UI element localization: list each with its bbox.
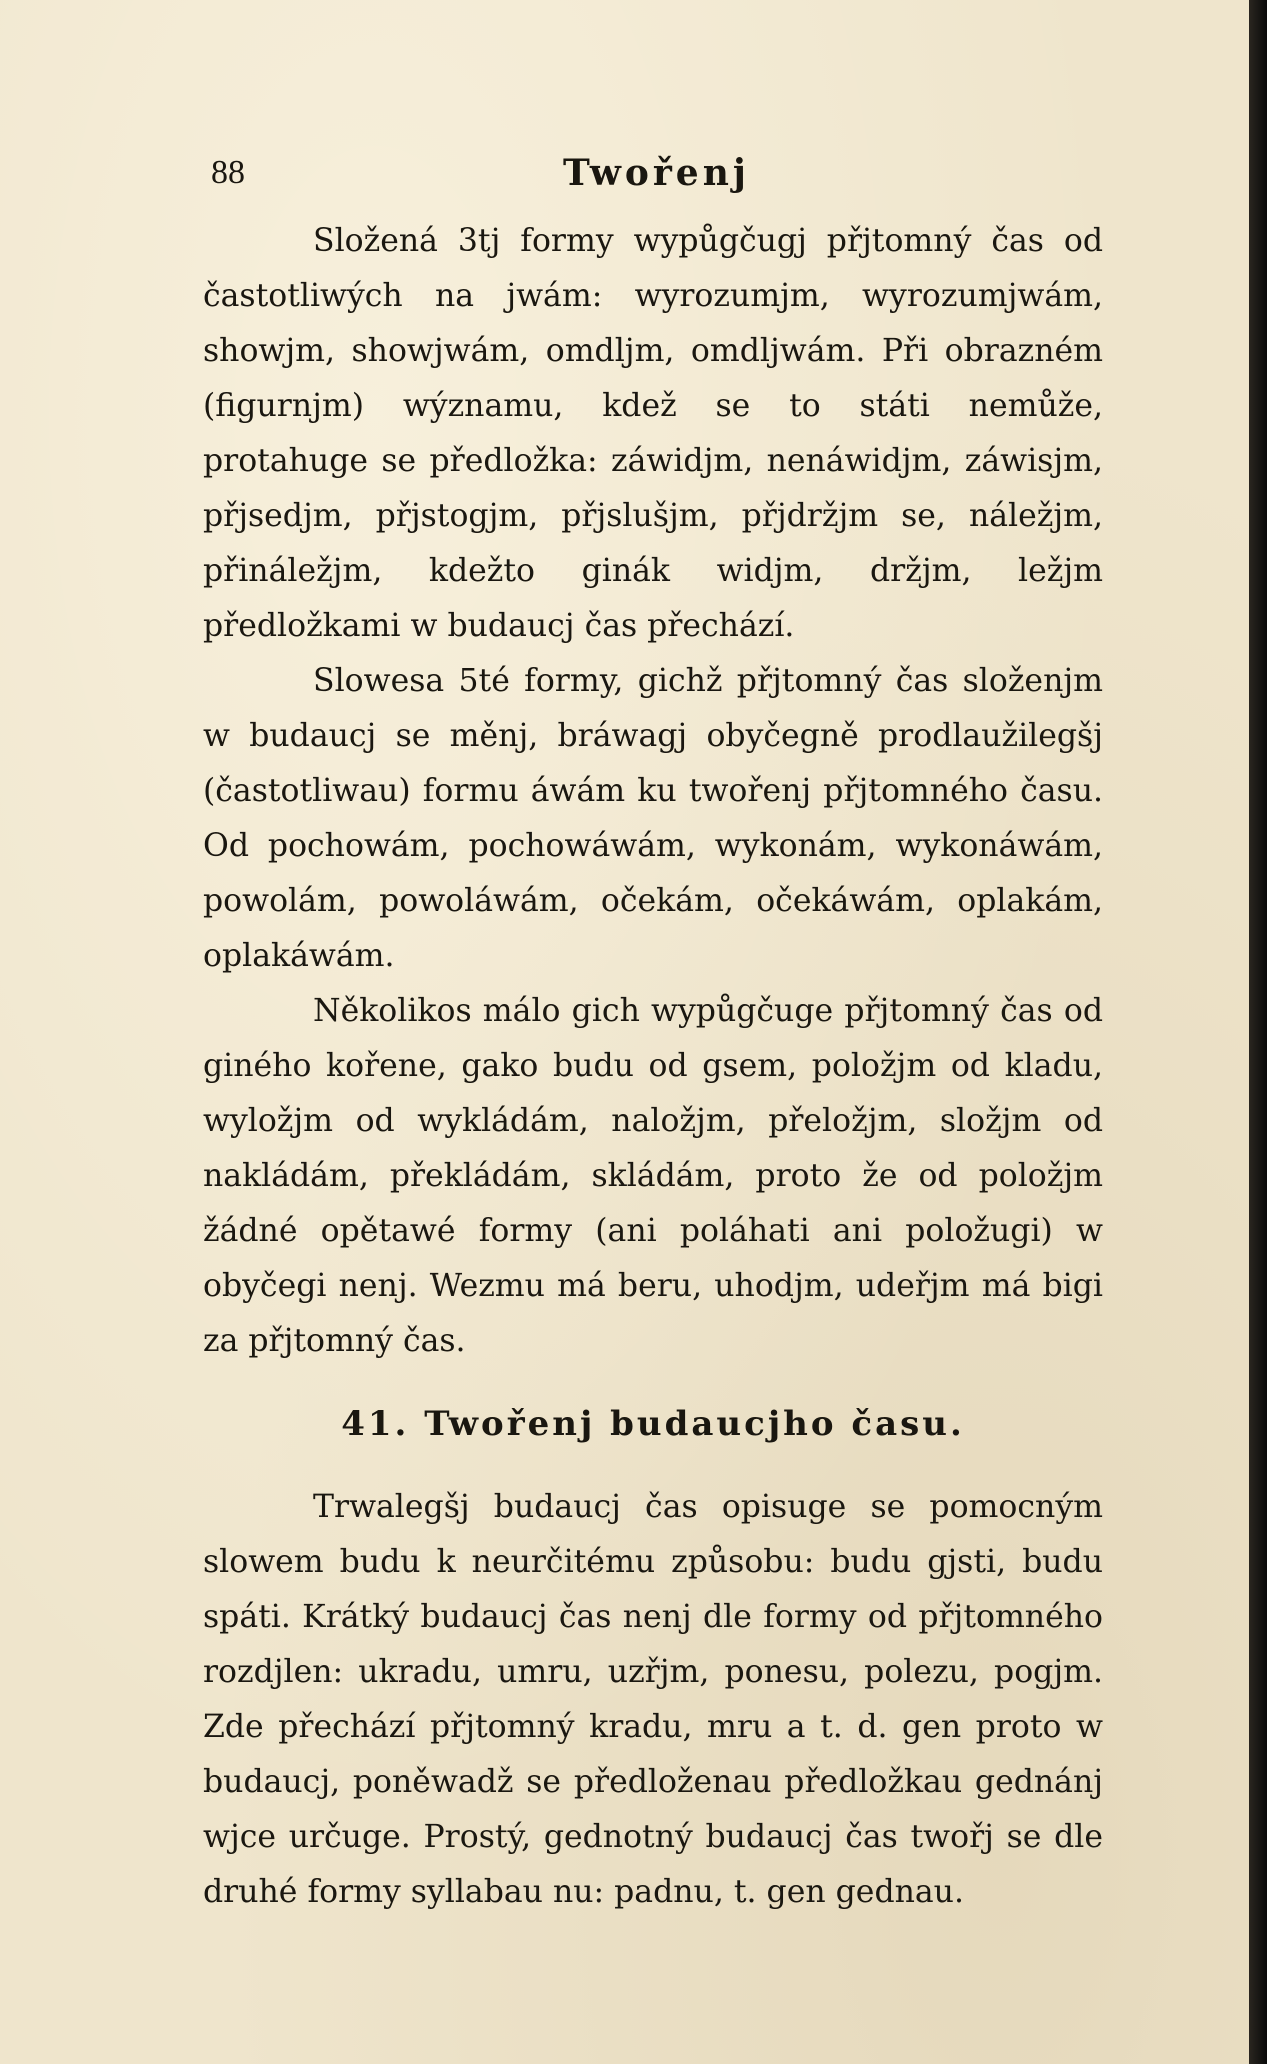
page-number: 88: [211, 154, 245, 191]
page-edge-shadow: [1249, 0, 1267, 2064]
paragraph-1: Složená 3tj formy wypůgčugj přjtomný čas od častotliwých na jwám: wyrozumjm, wyrozumjwám, showjm, showjwám, omdljm, omdljwám. Při obrazném (figurnjm) wýznamu, kdež se to státi nemůže, protahuge se předložka: záwidjm, nenáwidjm, záwisjm, přjsedjm, přjstogjm, přjslušjm, přjdržjm se, náležjm, přináležjm, kdežto ginák widjm, držjm, ležjm předložkami w budaucj čas přechází.: [203, 223, 1103, 644]
paragraph-2: Slowesa 5té formy, gichž přjtomný čas složenjm w budaucj se měnj, bráwagj obyčegně prodlaužilegšj (častotliwau) formu áwám ku twořenj přjtomného času. Od pochowám, pochowáwám, wykonám, wykonáwám, powolám, powoláwám, očekám, očekáwám, oplakám, oplakáwám.: [203, 663, 1103, 974]
running-head: Twořenj: [563, 152, 750, 194]
page-header: [203, 150, 1103, 206]
text-block: [203, 150, 1103, 1920]
section-heading: 41. Twořenj budaucjho času.: [341, 1404, 965, 1444]
paragraph-3: Několikos málo gich wypůgčuge přjtomný čas od giného kořene, gako budu od gsem, položjm od kladu, wyložjm od wykládám, naložjm, přeložjm, složjm od nakládám, překládám, skládám, proto že od položjm žádné opětawé formy (ani poláhati ani položugi) w obyčegi nenj. Wezmu má beru, uhodjm, udeřjm má bigi za přjtomný čas.: [203, 993, 1103, 1359]
paragraph-4: Trwalegšj budaucj čas opisuge se pomocným slowem budu k neurčitému způsobu: budu gjsti, budu spáti. Krátký budaucj čas nenj dle formy od přjtomného rozdjlen: ukradu, umru, uzřjm, ponesu, polezu, pogjm. Zde přechází přjtomný kradu, mru a t. d. gen proto w budaucj, poněwadž se předloženau předložkau gednánj wjce určuge. Prostý, gednotný budaucj čas twořj se dle druhé formy syllabau nu: padnu, t. gen gednau.: [203, 1489, 1103, 1910]
